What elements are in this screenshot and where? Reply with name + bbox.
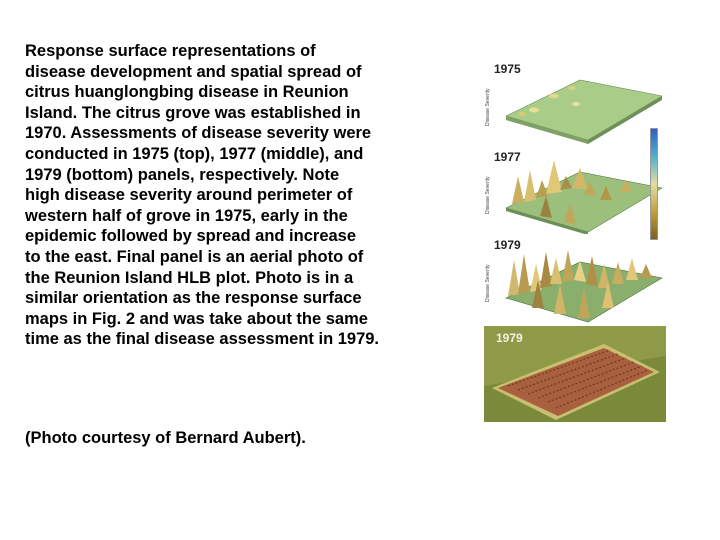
- severity-peak: [518, 254, 530, 294]
- caption-line: similar orientation as the response surface: [25, 289, 362, 308]
- figure-caption: [25, 41, 465, 350]
- caption-line: western half of grove in 1975, early in the: [25, 206, 348, 225]
- panel-year-label: 1979: [494, 238, 521, 252]
- severity-peak: [640, 264, 652, 278]
- severity-peak: [529, 108, 539, 113]
- severity-peak: [508, 260, 520, 296]
- caption-line: Response surface representations of: [25, 42, 316, 60]
- caption-line: time as the final disease assessment in 1979.: [25, 330, 380, 349]
- photo-year-label: 1979: [496, 331, 523, 345]
- caption-line: 1979 (bottom) panels, respectively. Note: [25, 165, 340, 184]
- severity-peak: [568, 86, 576, 90]
- response-surface-figure: [484, 58, 666, 422]
- caption-line: maps in Fig. 2 and was take about the same: [25, 309, 368, 328]
- caption-line: 1970. Assessments of disease severity were: [25, 124, 372, 143]
- surface-panel-1975: [484, 58, 666, 148]
- panel-year-label: 1975: [494, 62, 521, 76]
- axis-label: Disease Severity: [485, 264, 491, 302]
- axis-label: Disease Severity: [485, 88, 491, 126]
- severity-peak: [550, 258, 562, 284]
- severity-peak: [524, 170, 536, 202]
- caption-line: Island. The citrus grove was established in: [25, 103, 361, 122]
- color-scale-bar: [650, 128, 658, 240]
- severity-peak: [626, 258, 638, 280]
- severity-peak: [549, 94, 559, 99]
- panel-year-label: 1977: [494, 150, 521, 164]
- caption-line: citrus huanglongbing disease in Reunion: [25, 83, 349, 102]
- axis-label: Disease Severity: [485, 176, 491, 214]
- caption-line: conducted in 1975 (top), 1977 (middle), and: [25, 144, 364, 163]
- caption-line: disease development and spatial spread of: [25, 62, 362, 81]
- surface-panel-1979: [484, 234, 666, 326]
- severity-peak: [512, 176, 524, 204]
- caption-line: high disease severity around perimeter of: [25, 186, 353, 205]
- photo-credit: (Photo courtesy of Bernard Aubert).: [25, 429, 306, 447]
- caption-line: epidemic followed by spread and increase: [25, 227, 357, 246]
- severity-peak: [540, 252, 552, 288]
- caption-line: the Reunion Island HLB plot. Photo is in a: [25, 268, 354, 287]
- severity-peak: [572, 102, 580, 106]
- caption-line: to the east. Final panel is an aerial photo of: [25, 247, 364, 266]
- severity-peak: [518, 112, 526, 116]
- aerial-photo: [484, 326, 666, 422]
- severity-peak: [546, 160, 562, 194]
- surface-panel-1977: [484, 146, 666, 236]
